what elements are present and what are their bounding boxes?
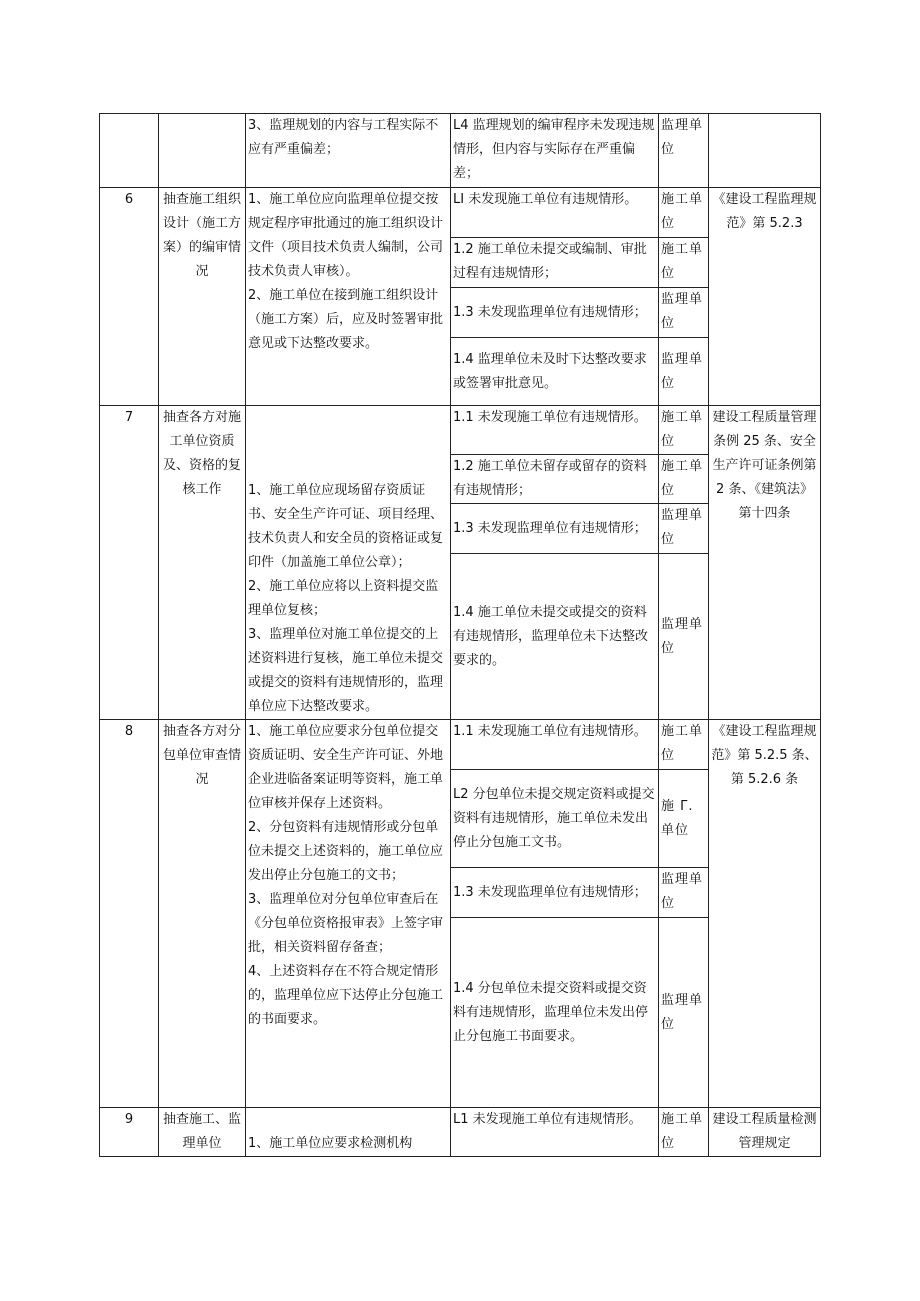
row-number: 8 <box>100 720 159 1108</box>
requirement-text: 3、监理规划的内容与工程实际不应有严重偏差； <box>248 118 439 157</box>
requirement-text: 2、分包资料有违规情形或分包单位未提交上述资料的，施工单位应发出停止分包施工的文书； <box>248 820 444 883</box>
table-row <box>100 720 821 770</box>
result-text: 1.3 未发现监理单位有违规情形； <box>451 504 659 554</box>
requirements-cell <box>246 1108 451 1157</box>
inspection-table <box>99 113 821 1157</box>
result-text: 1.2 施工单位未留存或留存的资料有违规情形； <box>451 455 659 504</box>
legal-basis: 《建设工程监理规范》第 5.2.3 <box>709 188 821 406</box>
legal-basis <box>709 114 821 188</box>
responsible-unit: 监理单位 <box>659 918 709 1108</box>
requirements-cell <box>246 720 451 1108</box>
inspection-item: 抽查各方对分包单位审查情况 <box>159 720 246 1108</box>
inspection-item: 抽查施工、监理单位 <box>159 1108 246 1157</box>
requirement-text: 3、监理单位对施工单位提交的上述资料进行复核，施工单位未提交或提交的资料有违规情形的，监理单位应下达整改要求。 <box>248 627 444 714</box>
requirements-cell <box>246 406 451 720</box>
table-row <box>100 114 821 188</box>
requirement-text: 2、施工单位在接到施工组织设计（施工方案）后，应及时签署审批意见或下达整改要求。 <box>248 288 444 351</box>
row-number <box>100 114 159 188</box>
result-text: 1.3 未发现监理单位有违规情形； <box>451 288 659 338</box>
table-row <box>100 406 821 455</box>
result-text: 1.4 分包单位未提交资料或提交资料有违规情形，监理单位未发出停止分包施工书面要求。 <box>451 918 659 1108</box>
requirement-text: 1、施工单位应现场留存资质证书、安全生产许可证、项目经理、技术负责人和安全员的资格证或复印件（加盖施工单位公章）； <box>248 483 444 570</box>
responsible-unit: 施工单位 <box>659 238 709 288</box>
result-text: LI 未发现施工单位有违规情形。 <box>451 188 659 238</box>
inspection-item <box>159 114 246 188</box>
responsible-unit: 施工单位 <box>659 455 709 504</box>
responsible-unit: 施 Γ. 单位 <box>659 770 709 868</box>
responsible-unit: 施工单位 <box>659 720 709 770</box>
result-text: L4 监理规划的编审程序未发现违规情形，但内容与实际存在严重偏差； <box>451 114 659 188</box>
result-text: 1.3 未发现监理单位有违规情形； <box>451 868 659 918</box>
responsible-unit: 施工单位 <box>659 188 709 238</box>
responsible-unit: 监理单位 <box>659 338 709 406</box>
row-number: 9 <box>100 1108 159 1157</box>
responsible-unit: 监理单位 <box>659 114 709 188</box>
responsible-unit: 监理单位 <box>659 554 709 720</box>
requirement-text: 1、施工单位应向监理单位提交按规定程序审批通过的施工组织设计文件（项目技术负责人编制，公司技术负责人审核）。 <box>248 192 444 279</box>
legal-basis: 建设工程质量检测管理规定 <box>709 1108 821 1157</box>
responsible-unit: 监理单位 <box>659 504 709 554</box>
legal-basis: 建设工程质量管理条例 25 条、安全生产许可证条例第 2 条、《建筑法》第十四条 <box>709 406 821 720</box>
row-number: 7 <box>100 406 159 720</box>
requirement-text: 1、施工单位应要求检测机构 <box>248 1136 413 1151</box>
inspection-item: 抽查施工组织设计（施工方案）的编审情况 <box>159 188 246 406</box>
table-row <box>100 1108 821 1157</box>
responsible-unit: 施工单位 <box>659 1108 709 1157</box>
result-text: 1.4 监理单位未及时下达整改要求或签署审批意见。 <box>451 338 659 406</box>
result-text: 1.2 施工单位未提交或编制、审批过程有违规情形； <box>451 238 659 288</box>
requirement-text: 4、上述资料存在不符合规定情形的，监理单位应下达停止分包施工的书面要求。 <box>248 964 444 1027</box>
row-number: 6 <box>100 188 159 406</box>
result-text: 1.1 未发现施工单位有违规情形。 <box>451 720 659 770</box>
result-text: 1.4 施工单位未提交或提交的资料有违规情形，监理单位未下达整改要求的。 <box>451 554 659 720</box>
requirement-text: 3、监理单位对分包单位审查后在《分包单位资格报审表》上签字审批，相关资料留存备查； <box>248 892 444 955</box>
result-text: L2 分包单位未提交规定资料或提交资料有违规情形，施工单位未发出停止分包施工文书。 <box>451 770 659 868</box>
requirements-cell <box>246 114 451 188</box>
responsible-unit: 施工单位 <box>659 406 709 455</box>
responsible-unit: 监理单位 <box>659 288 709 338</box>
requirement-text: 1、施工单位应要求分包单位提交资质证明、安全生产许可证、外地企业进临备案证明等资料，施工单位审核并保存上述资料。 <box>248 724 444 811</box>
result-text: 1.1 未发现施工单位有违规情形。 <box>451 406 659 455</box>
result-text: L1 未发现施工单位有违规情形。 <box>451 1108 659 1157</box>
inspection-item: 抽查各方对施工单位资质及、资格的复核工作 <box>159 406 246 720</box>
requirement-text: 2、施工单位应将以上资料提交监理单位复核； <box>248 579 439 618</box>
legal-basis: 《建设工程监理规范》第 5.2.5 条、第 5.2.6 条 <box>709 720 821 1108</box>
requirements-cell <box>246 188 451 406</box>
responsible-unit: 监理单位 <box>659 868 709 918</box>
table-row <box>100 188 821 238</box>
